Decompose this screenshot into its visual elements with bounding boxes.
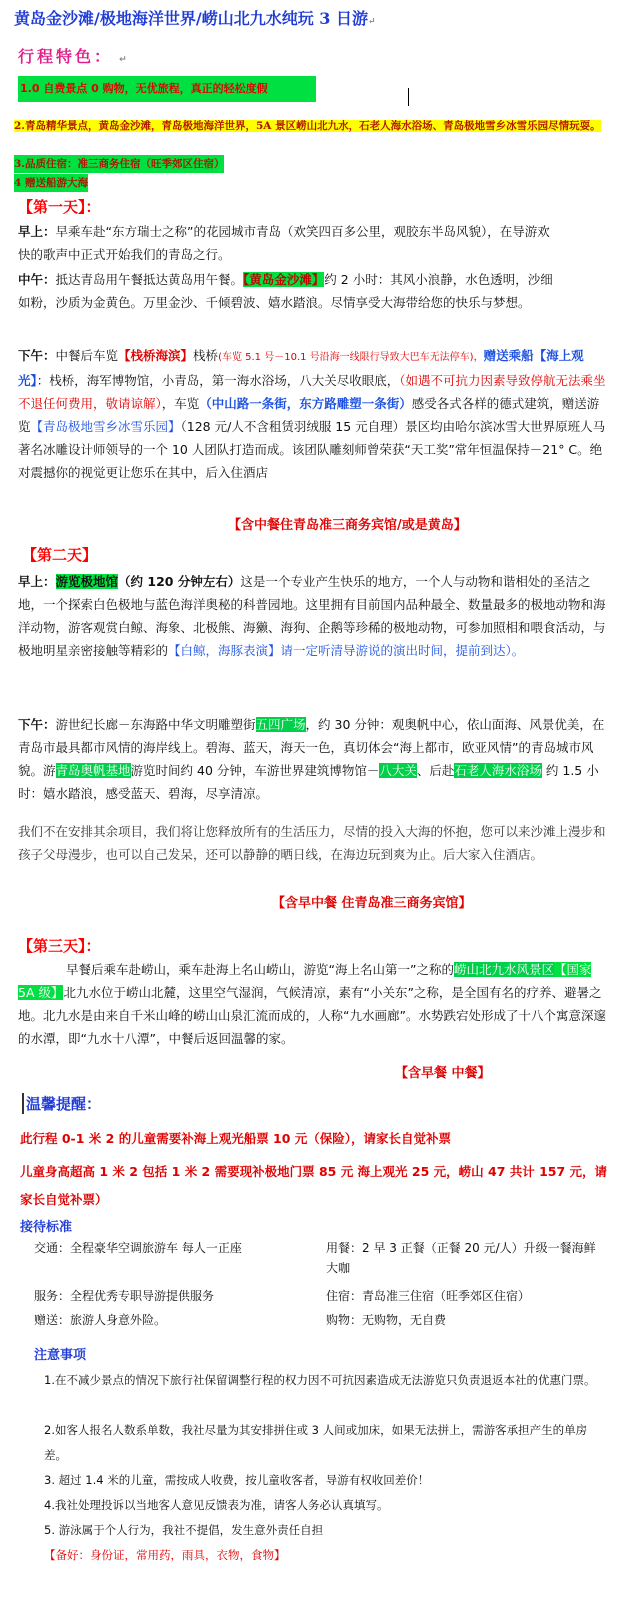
day1-meal: 【含中餐住青岛准三商务宾馆/或是黄岛】 <box>228 518 467 533</box>
day2-afternoon: 下午：游世纪长廊－东海路中华文明雕塑街五四广场，约 30 分钟：观奥帆中心，依山面海、风景优美，在青岛市最具都市风情的海岸线上。碧海、蓝天，海天一色，真切体会“海上都市，欧亚风情”的青岛城市风貌。游青岛奥帆基地游览时间约 40 分钟，车游世界建筑博物馆－八大关、后赴石老人海水浴场 约 1.5 小时：嬉水踏浪，感受蓝天、碧海，尽享清凉。 <box>18 717 605 801</box>
std-lodging: 住宿：青岛准三住宿（旺季郊区住宿） <box>326 1289 531 1303</box>
day2-meal: 【含早中餐 住青岛准三商务宾馆】 <box>272 896 472 911</box>
tips-heading: 温馨提醒： <box>22 1093 101 1114</box>
day2-heading: 【第二天】 <box>22 546 98 564</box>
text-cursor <box>408 88 409 106</box>
day1-noon: 中午：抵达青岛用午餐抵达黄岛用午餐。【黄岛金沙滩】约 2 小时：其风小浪静，水色透明，沙细如粉，沙质为金黄色。万里金沙、千倾碧波、嬉水踏浪。尽情享受大海带给您的快乐与梦想。 <box>18 272 553 310</box>
std-meals: 用餐：2 早 3 正餐（正餐 20 元/人）升级一餐海鲜大咖 <box>326 1241 596 1275</box>
std-gift: 赠送：旅游人身意外险。 <box>34 1313 167 1327</box>
day1-morning: 早上：早乘车赴“东方瑞士之称”的花园城市青岛（欢笑四百多公里，观胶东半岛风貌），在导游欢快的歌声中正式开始我们的青岛之行。 <box>18 224 550 262</box>
feature-item-2: 2.青岛精华景点，黄岛金沙滩，青岛极地海洋世界，5A 景区崂山北九水，石老人海水浴场、青岛极地雪乡冰雪乐园尽情玩耍。 <box>14 120 601 132</box>
page-title: 黄岛金沙滩/极地海洋世界/崂山北九水纯玩 3 日游↵ <box>14 9 376 28</box>
note-bring: 【备好：身份证，常用药，雨具，衣物，食物】 <box>44 1548 286 1562</box>
features-heading: 行程特色： ↵ <box>18 47 130 66</box>
notes-heading: 注意事项 <box>34 1348 87 1363</box>
std-service: 服务：全程优秀专职导游提供服务 <box>34 1289 215 1303</box>
feature-item-1: 1.0 自费景点 0 购物，无优旅程，真正的轻松度假 <box>18 76 316 102</box>
standards-heading: 接待标准 <box>20 1220 73 1235</box>
title-text: 黄岛金沙滩/极地海洋世界/崂山北九水纯玩 3 日游 <box>14 9 368 28</box>
day2-free-time: 我们不在安排其余项目，我们将让您释放所有的生活压力，尽情的投入大海的怀抱，您可以来沙滩上漫步和孩子父母漫步，也可以自己发呆，还可以静静的晒日线，在海边玩到爽为止。后大家入住酒店。 <box>18 824 606 862</box>
std-transport: 交通：全程豪华空调旅游车 每人一正座 <box>34 1241 242 1255</box>
day1-heading: 【第一天】： <box>18 198 101 216</box>
std-shopping: 购物：无购物，无自费 <box>326 1313 447 1327</box>
note-item: 2.如客人报名人数系单数，我社尽量为其安排拼住或 3 人间或加床，如果无法拼上，需游客承担产生的单房差。 <box>44 1423 588 1462</box>
note-item: 4.我社处理投诉以当地客人意见反馈表为准，请客人务必认真填写。 <box>44 1498 389 1512</box>
feature-item-3: 3.品质住宿：准三商务住宿（旺季郊区住宿） <box>14 155 224 173</box>
day2-morning: 早上：游览极地馆（约 120 分钟左右）这是一个专业产生快乐的地方，一个人与动物和谐相处的圣洁之地，一个探索白色极地与蓝色海洋奥秘的科普园地。这里拥有目前国内品种最全、数量最多的极地动物和海洋动物，游客观赏白鲸、海象、北极熊、海獭、海狗、企鹅等珍稀的极地动物，可参加照相和喂食活动，与极地明星亲密接触等精彩的【白鲸，海豚表演】请一定听清导游说的演出时间，提前到达）。 <box>18 574 606 658</box>
note-item: 3. 超过 1.4 米的儿童，需按成人收费，按儿童收客者，导游有权收回差价！ <box>44 1473 430 1487</box>
day3-meal: 【含早餐 中餐】 <box>395 1066 491 1081</box>
tip-line-2: 儿童身高超高 1 米 2 包括 1 米 2 需要现补极地门票 85 元 海上观光 25 元，崂山 47 共计 157 元，请家长自觉补票） <box>20 1164 608 1207</box>
day1-afternoon: 下午：中餐后车览【栈桥海滨】栈桥(车览 5.1 号－10.1 号沿海一线限行导致大巴车无法停车)，赠送乘船【海上观光】：栈桥，海军博物馆，小青岛，第一海水浴场，八大关尽收眼底，（如遇不可抗力因素导致停航无法乘坐不退任何费用，敬请谅解），车览（中山路一条街，东方路雕塑一条街）感受各式各样的德式建筑，赠送游览【青岛极地雪乡冰雪乐园】（128 元/人不含租赁羽绒服 15 元自理）景区均由哈尔滨冰雪大世界原班人马著名冰雕设计师领导的一个 10 人团队打造而成。该团队雕刻师曾荣获“天工奖”常年恒温保持－21° C。绝对震撼你的视觉更让您乐在其中，后入住酒店 <box>18 348 606 480</box>
tip-line-1: 此行程 0-1 米 2 的儿童需要补海上观光船票 10 元（保险），请家长自觉补票 <box>20 1131 452 1146</box>
feature-item-4: 4 赠送船游大海 <box>14 174 88 192</box>
day3-body: 早餐后乘车赴崂山，乘车赴海上名山崂山，游览“海上名山第一”之称的崂山北九水风景区【国家 5A 级】北九水位于崂山北麓，这里空气湿润，气候清凉，素有“小关东”之称，是全国有名的疗养、避暑之地。北九水是由来自千米山峰的崂山山泉汇流而成的，人称“九水画廊”。水势跌宕处形成了十八个寓意深邃的水潭，即“九水十八潭”，中餐后返回温馨的家。 <box>18 962 606 1046</box>
day3-heading: 【第三天】： <box>18 937 101 955</box>
note-item: 1.在不减少景点的情况下旅行社保留调整行程的权力因不可抗因素造成无法游览只负责退返本社的优惠门票。 <box>44 1373 596 1387</box>
note-item: 5. 游泳属于个人行为，我社不提倡，发生意外责任自担 <box>44 1523 324 1537</box>
